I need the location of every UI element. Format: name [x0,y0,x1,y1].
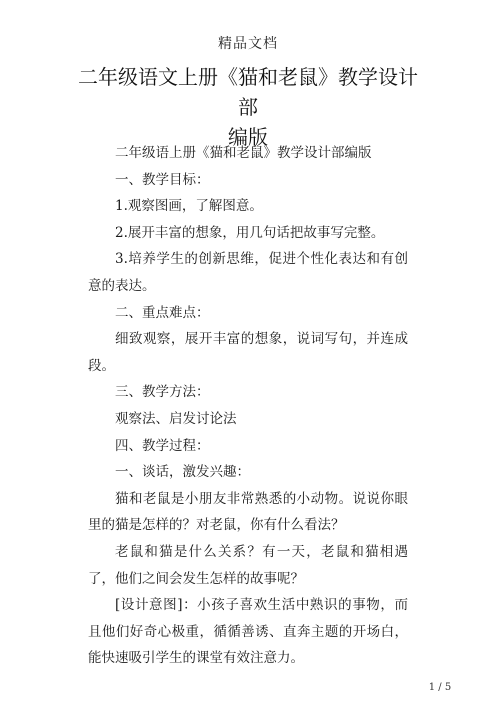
section-heading-process: 四、教学过程： [115,437,210,454]
methods-text: 观察法、启发讨论法 [115,410,237,427]
key-points-text: 细致观察，展开丰富的想象，说词写句，并连成段。 [88,331,408,374]
title-line-2: 编版 [228,125,268,149]
goal-item-1: 1.观察图画，了解图意。 [115,198,263,215]
document-body [88,140,408,672]
section-heading-methods: 三、教学方法： [115,384,210,401]
process-paragraph-2: 老鼠和猫是什么关系？有一天，老鼠和猫相遇了，他们之间会发生怎样的故事呢？ [88,543,408,587]
document-title [70,62,426,152]
page-header: 精品文档 [218,36,278,52]
section-heading-key-points: 二、重点难点： [115,304,210,321]
process-paragraph-1: 猫和老鼠是小朋友非常熟悉的小动物。说说你眼里的猫是怎样的？对老鼠，你有什么看法？ [88,490,408,534]
goal-item-2: 2.展开丰富的想象，用几句话把故事写完整。 [115,224,385,241]
goal-item-3: 3.培养学生的创新思维，促进个性化表达和有创意的表达。 [88,251,408,294]
design-intent-paragraph: [设计意图]：小孩子喜欢生活中熟识的事物，而且他们好奇心极重，循循善诱、直奔主题的开场白，能快速吸引学生的课堂有效注意力。 [88,597,408,667]
title-line-1: 二年级语文上册《猫和老鼠》教学设计部 [78,65,418,119]
paragraph-subtitle: 二年级语上册《猫和老鼠》教学设计部编版 [115,145,372,161]
process-step-1-heading: 一、谈话，激发兴趣： [115,464,250,481]
section-heading-goals: 一、教学目标： [115,171,210,188]
page-number: 1 / 5 [428,682,452,693]
